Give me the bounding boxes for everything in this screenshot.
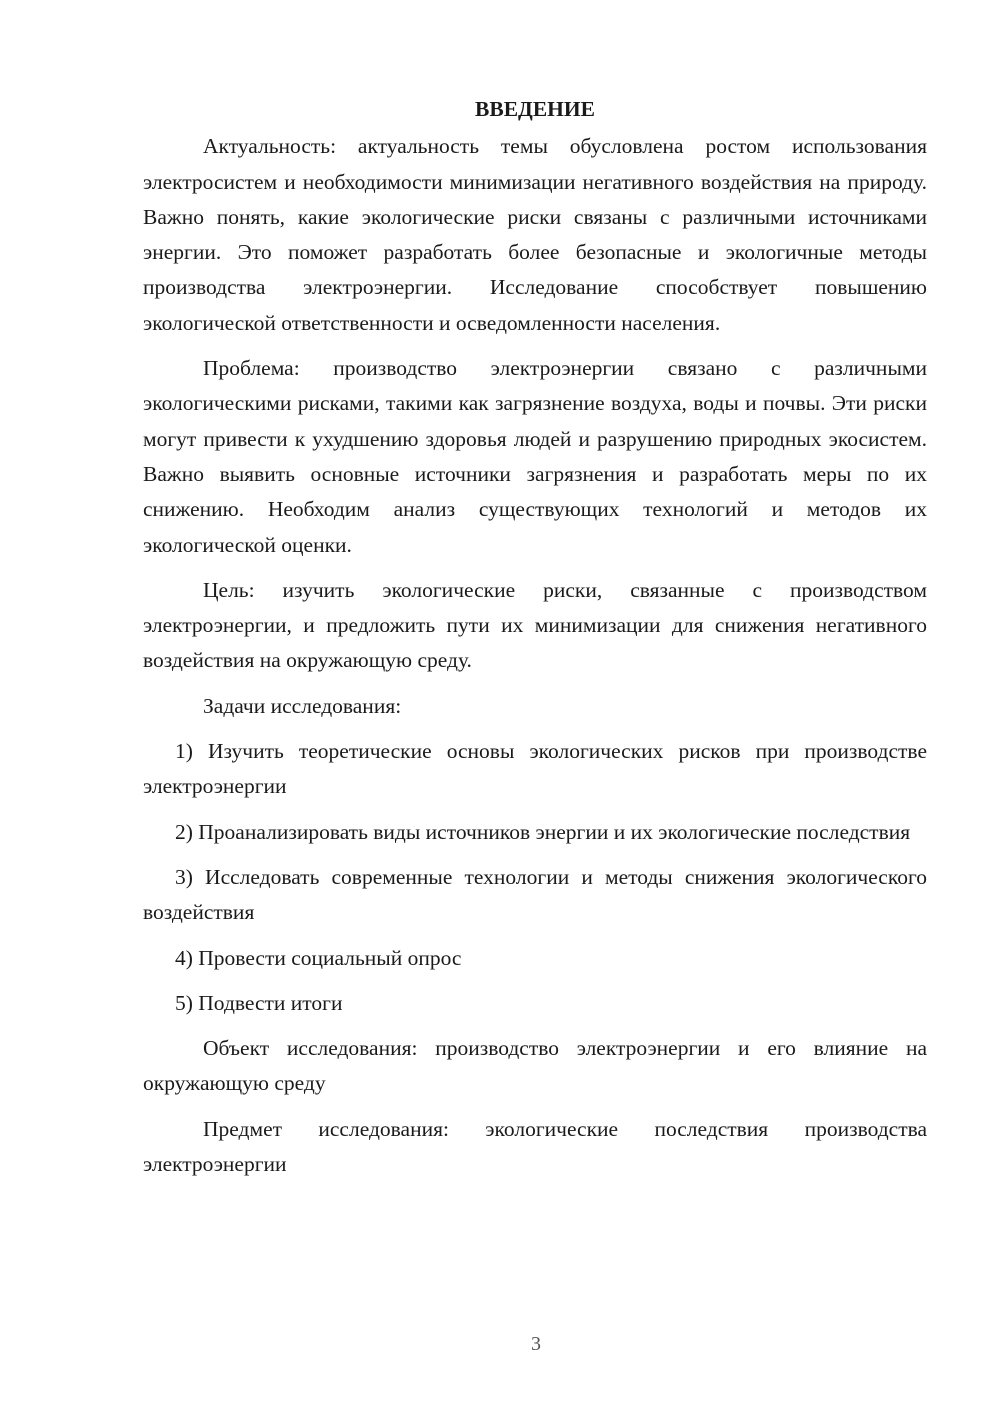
task-item-1: 1) Изучить теоретические основы экологических рисков при производстве электроэнергии (143, 739, 927, 799)
task-item-3: 3) Исследовать современные технологии и методы снижения экологического воздействия (143, 864, 927, 925)
page-number: 3 (531, 1333, 541, 1355)
tasks-heading: Задачи исследования: (203, 693, 402, 718)
paragraph-subject: Предмет исследования: экологические последствия производства электроэнергии (143, 1116, 927, 1177)
task-item-5: 5) Подвести итоги (175, 990, 343, 1015)
task-item-4: 4) Провести социальный опрос (175, 945, 462, 970)
section-title: ВВЕДЕНИЕ (475, 97, 595, 121)
paragraph-relevance: Актуальность: актуальность темы обусловлена ростом использования электросистем и необходимости минимизации негативного воздействия на природу. Важно понять, какие экологические риски связаны с различными источниками энергии. Это поможет разработать более безопасные и экологичные методы производства электроэнергии. Исследование способствует повышению экологической ответственности и осведомленности населения. (143, 134, 927, 335)
page-content (143, 92, 927, 1192)
paragraph-goal: Цель: изучить экологические риски, связанные с производством электроэнергии, и предложить пути их минимизации для снижения негативного воздействия на окружающую среду. (143, 577, 927, 673)
paragraph-object: Объект исследования: производство электроэнергии и его влияние на окружающую среду (143, 1036, 927, 1096)
paragraph-problem: Проблема: производство электроэнергии связано с различными экологическими рисками, такими как загрязнение воздуха, воды и почвы. Эти риски могут привести к ухудшению здоровья людей и разрушению природных экосистем. Важно выявить основные источники загрязнения и разработать меры по их снижению. Необходим анализ существующих технологий и методов их экологической оценки. (143, 356, 927, 557)
task-item-2: 2) Проанализировать виды источников энергии и их экологические последствия (175, 819, 911, 844)
